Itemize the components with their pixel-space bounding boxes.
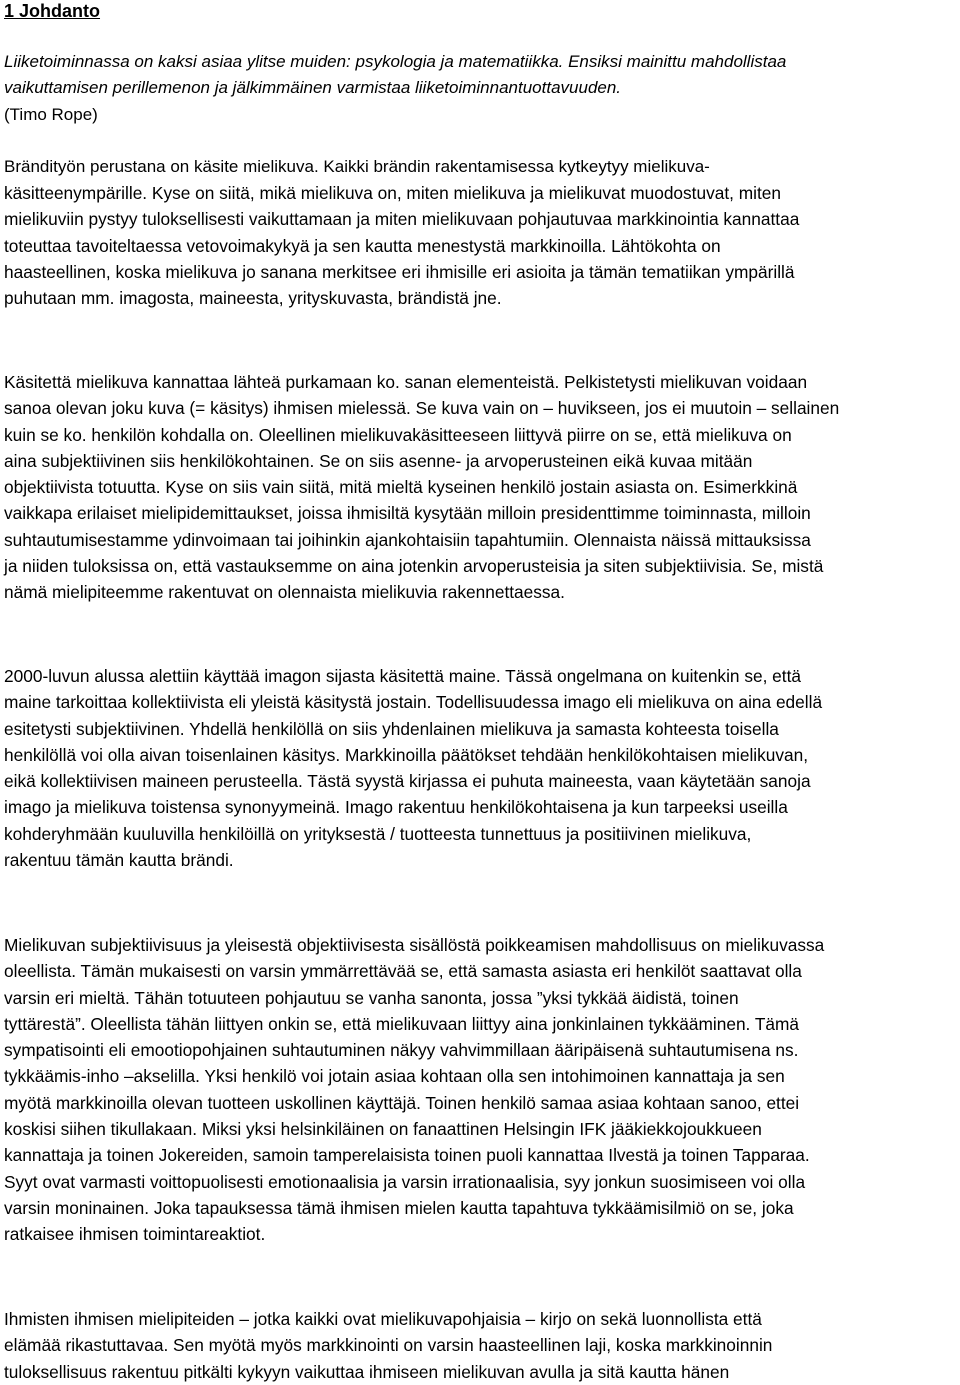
paragraph-line: suhtautumisestamme ydinvoimaan tai joihinkin ajankohtaisiin tapahtumiin. Olennaista näissä mittauksissa: [4, 529, 811, 550]
paragraph-4: [4, 932, 824, 1248]
paragraph-5: [4, 1306, 772, 1385]
paragraph-line: maine tarkoittaa kollektiivista eli yleistä käsitystä jostain. Todellisuudessa imago eli mielikuva on aina edellä: [4, 692, 823, 713]
paragraph-line: Mielikuvan subjektiivisuus ja yleisestä objektiivisesta sisällöstä poikkeamisen mahdollisuus on mielikuvassa: [4, 935, 825, 955]
paragraph-line: haasteellinen, koska mielikuva jo sananа merkitsee eri ihmisille eri asioita ja tämän tematiikan ympärillä: [4, 261, 795, 282]
paragraph-line: vaikkapa erilaiset mielipidemittaukset, joissa ihmisiltä kysytään milloin presidenttimme toiminnasta, milloin: [4, 503, 811, 524]
paragraph-line: tyttärestä”. Oleellista tähän liittyen onkin se, että mielikuvaan liittyy aina jonkinlainen tykkääminen. Tämä: [4, 1013, 800, 1034]
paragraph-line: aina subjektiivinen siis henkilökohtainen. Se on siis asenne- ja arvoperusteinen eikä kuvaa mitään: [4, 450, 753, 471]
paragraph-2: [4, 369, 839, 606]
paragraph-line: Ihmisten ihmisen mielipiteiden – jotka kaikki ovat mielikuvapohjaisia – kirjo on sekä luonnollista että: [4, 1309, 762, 1329]
blank-line: [4, 128, 786, 154]
paragraph-line: ratkaisee ihmisen toimintareaktiot.: [4, 1224, 266, 1245]
paragraph-line: oleellista. Tämän mukaisesti on varsin ymmärrettävää se, että samasta asiasta eri henkilöt saattavat olla: [4, 961, 802, 982]
paragraph-line: esitetysti subjektiivinen. Yhdellä henkilöllä on siis yhdenlainen mielikuva ja samasta kohteesta toisella: [4, 718, 779, 739]
intro-quote-line: vaikuttamisen perillemenon ja jälkimmäinen varmistaa liiketoiminnantuottavuuden.: [4, 78, 622, 98]
paragraph-line: varsin eri mieltä. Tähän totuuteen pohjautuu se vanha sanonta, jossa ”yksi tykkää äidistä, toinen: [4, 987, 739, 1008]
paragraph-line: tuloksellisuus rakentuu pitkälti kykyyn vaikuttaa ihmiseen mielikuvan avulla ja sitä kautta hänen: [4, 1361, 730, 1382]
paragraph-line: kannattaja ja toinen Jokereiden, samoin tamperelaisista toinen puoli kannattaa Ilvestä ja toinen Tapparaa.: [4, 1145, 810, 1166]
paragraph-line: puhutaan mm. imagosta, maineesta, yrityskuvasta, brändistä jne.: [4, 288, 502, 309]
paragraph-1: [4, 180, 799, 311]
paragraph-line: käsitteenympärille. Kyse on siitä, mikä mielikuva on, miten mielikuva ja mielikuvat muodostuvat, miten: [4, 183, 782, 203]
paragraph-line: imago ja mielikuva toistensa synonyymeinä. Imago rakentuu henkilökohtaisena ja kun tarpeeksi useilla: [4, 797, 788, 818]
paragraph-line: sanoa olevan joku kuva (= käsitys) ihmisen mielessä. Se kuva vain on – huvikseen, jos ei muutoin – sellainen: [4, 398, 840, 419]
section-heading: 1 Johdanto: [4, 1, 101, 21]
paragraph-line: 2000-luvun alussa alettiin käyttää imagon sijasta käsitettä maine. Tässä ongelmana on kuitenkin se, että: [4, 666, 802, 686]
paragraph-line: Brändityön perustana on käsite mielikuva. Kaikki brändin rakentamisessa kytkeytyy mielikuva-: [4, 157, 710, 177]
document-page: [4, 0, 956, 1382]
paragraph-line: ja niiden tuloksissa on, että vastauksemme on aina jotenkin arvoperusteisia ja siten subjektiivisia. Se, mistä: [4, 556, 824, 577]
paragraph-line: koskisi siihen tikullakaan. Miksi yksi helsinkiläinen on fanaattinen Helsingin IFK jääkiekkojoukkueen: [4, 1119, 762, 1140]
paragraph-line: rakentuu tämän kautta brändi.: [4, 850, 234, 871]
paragraph-line: objektiivista totuutta. Kyse on siis vain siitä, mitä mieltä kyseinen henkilö jostain asiasta on. Esimerkkinä: [4, 477, 798, 498]
paragraph-line: mielikuviin pystyy tuloksellisesti vaikuttamaan ja miten mielikuvaan pohjautuvaa markkinointia kannattaa: [4, 209, 800, 230]
intro-block: [4, 49, 786, 180]
paragraph-line: nämä mielipiteemme rakentuvat on olennaista mielikuvia rakennettaessa.: [4, 582, 565, 603]
paragraph-line: varsin moninainen. Joka tapauksessa tämä ihmisen mielen kautta tapahtuva tykkäämisilmiö on se, joka: [4, 1197, 794, 1218]
paragraph-line: eikä kollektiivisen maineen perusteella. Tästä syystä kirjassa ei puhuta maineesta, vaan käytetään sanoja: [4, 771, 811, 792]
quote-attribution: (Timo Rope): [4, 104, 98, 124]
paragraph-line: myötä markkinoilla olevan tuotteen uskollinen käyttäjä. Toinen henkilö samaa asiaa kohtaan sanoo, ettei: [4, 1092, 800, 1113]
paragraph-line: elämää rikastuttavaa. Sen myötä myös markkinointi on varsin haasteellinen laji, koska markkinoinnin: [4, 1335, 773, 1356]
intro-quote-line: Liiketoiminnassa on kaksi asiaa ylitse muiden: psykologia ja matematiikka. Ensiksi mainittu mahdollistaa: [4, 52, 787, 71]
paragraph-line: sympatisointi eli emootiopohjainen suhtautuminen näkyy vahvimmillaan ääripäisenä suhtautumisena ns.: [4, 1040, 799, 1061]
paragraph-3: [4, 663, 822, 873]
paragraph-line: henkilöllä voi olla aivan toisenlainen käsitys. Markkinoilla päätökset tehdään henkilökohtaisen mielikuvan,: [4, 744, 809, 765]
paragraph-line: kuin se ko. henkilön kohdalla on. Oleellinen mielikuvakäsitteeseen liittyvä piirre on se, että mielikuva on: [4, 424, 792, 445]
paragraph-line: tykkäämis-inho –akselilla. Yksi henkilö voi jotain asiaa kohtaan olla sen intohimoinen kannattaja ja sen: [4, 1066, 785, 1087]
paragraph-line: Käsitettä mielikuva kannattaa lähteä purkamaan ko. sanan elementeistä. Pelkistetysti mielikuvan voidaan: [4, 372, 808, 392]
paragraph-line: kohderyhmään kuuluvilla henkilöillä on yrityksestä / tuotteesta tunnettuus ja positiivinen mielikuva,: [4, 823, 752, 844]
paragraph-line: Syyt ovat varmasti voittopuolisesti emotionaalisia ja varsin irrationaalisia, syy jonkun suosimiseen voi olla: [4, 1171, 806, 1192]
paragraph-line: toteuttaa tavoiteltaessa vetovoimakykyä ja sen kautta menestystä markkinoilla. Lähtökohta on: [4, 235, 721, 256]
